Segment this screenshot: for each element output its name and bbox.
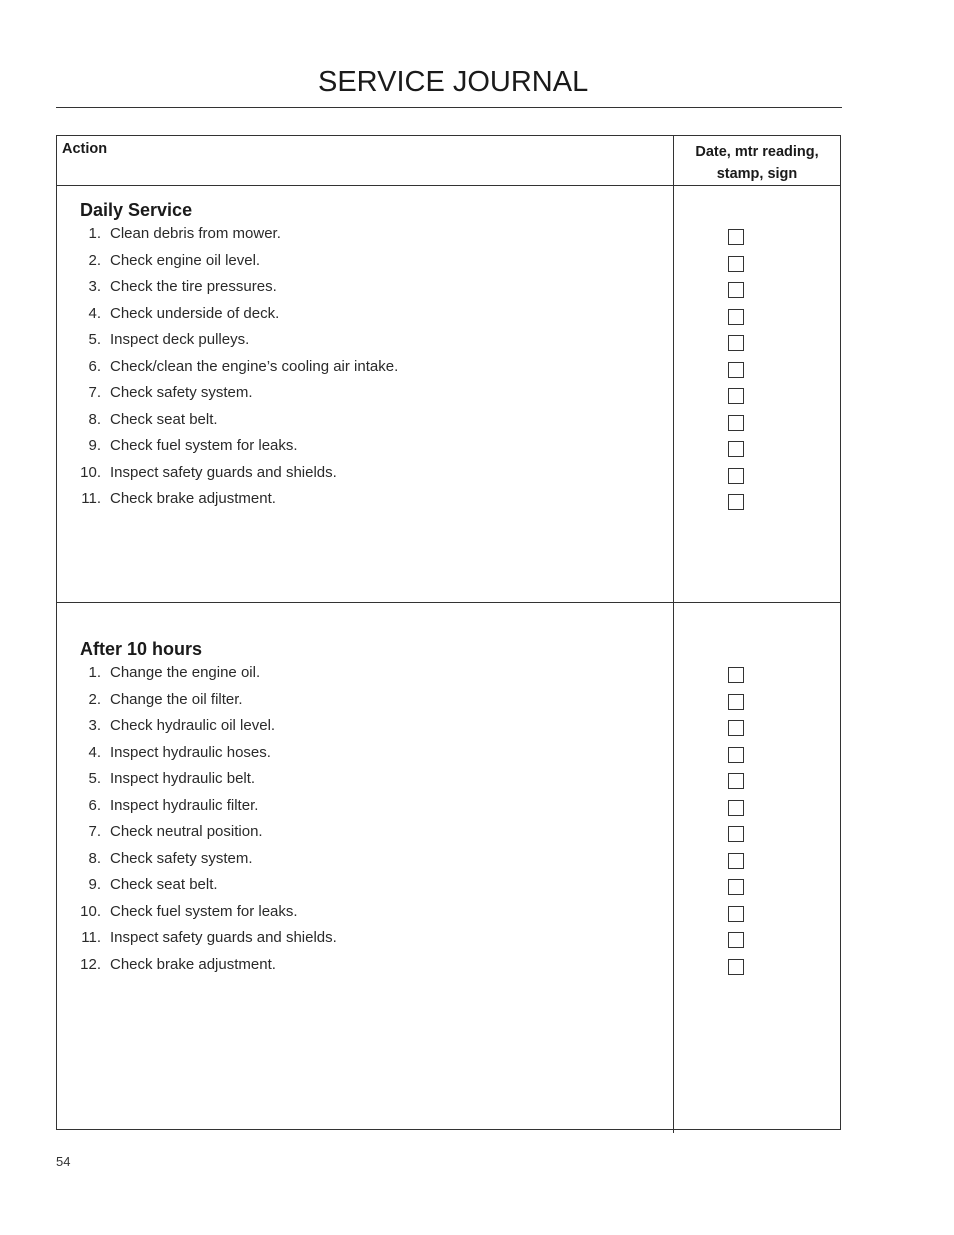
task-number: 1. — [88, 664, 101, 681]
task-text: Change the engine oil. — [110, 664, 261, 681]
task-checkbox[interactable] — [728, 494, 744, 510]
list-item — [57, 691, 667, 718]
list-item — [57, 823, 667, 850]
list-item — [57, 770, 667, 797]
task-number: 11. — [81, 490, 101, 507]
task-text: Check hydraulic oil level. — [110, 717, 276, 734]
list-item — [57, 876, 667, 903]
service-journal-table — [56, 135, 841, 1130]
task-number: 11. — [81, 929, 101, 946]
task-number: 9. — [88, 876, 101, 893]
task-text: Check underside of deck. — [110, 304, 280, 322]
task-checkbox[interactable] — [728, 388, 744, 404]
list-item — [57, 331, 667, 358]
task-text: Check fuel system for leaks. — [110, 902, 298, 920]
task-checkbox[interactable] — [728, 879, 744, 895]
task-checkbox[interactable] — [728, 667, 744, 683]
task-number: 8. — [88, 410, 101, 428]
task-checkbox[interactable] — [728, 441, 744, 457]
task-number: 9. — [88, 437, 101, 454]
task-number: 12. — [80, 955, 101, 973]
task-text: Check brake adjustment. — [110, 955, 276, 973]
task-number: 3. — [88, 717, 101, 734]
task-number: 5. — [88, 770, 101, 787]
task-number: 5. — [88, 331, 101, 348]
task-checkbox[interactable] — [728, 256, 744, 272]
list-item — [57, 664, 667, 691]
task-checkbox[interactable] — [728, 282, 744, 298]
header-date-stamp-sign — [674, 141, 840, 185]
task-text: Check the tire pressures. — [110, 278, 277, 295]
task-text: Check neutral position. — [110, 823, 263, 840]
task-checkbox[interactable] — [728, 906, 744, 922]
task-text: Check brake adjustment. — [110, 490, 276, 507]
task-number: 10. — [80, 463, 101, 481]
task-text: Check safety system. — [110, 849, 253, 867]
task-number: 6. — [88, 357, 101, 375]
section-heading-after-10-hours: After 10 hours — [80, 639, 203, 659]
list-item — [57, 384, 667, 411]
task-text: Clean debris from mower. — [110, 225, 281, 242]
list-item — [57, 717, 667, 744]
list-item — [57, 850, 667, 877]
task-text: Inspect hydraulic hoses. — [110, 743, 271, 761]
task-text: Inspect hydraulic filter. — [110, 796, 259, 814]
task-checkbox[interactable] — [728, 229, 744, 245]
task-text: Check/clean the engine’s cooling air intake. — [110, 357, 399, 375]
list-item — [57, 225, 667, 252]
page-title: SERVICE JOURNAL — [318, 66, 589, 98]
list-item — [57, 252, 667, 279]
task-checkbox[interactable] — [728, 335, 744, 351]
task-text: Inspect hydraulic belt. — [110, 770, 256, 787]
header-action: Action — [62, 141, 108, 157]
task-text: Change the oil filter. — [110, 690, 243, 708]
task-list-after-10-hours — [57, 664, 667, 982]
task-checkbox[interactable] — [728, 694, 744, 710]
list-item — [57, 437, 667, 464]
list-item — [57, 278, 667, 305]
task-text: Inspect deck pulleys. — [110, 331, 250, 348]
task-checkbox[interactable] — [728, 362, 744, 378]
task-number: 8. — [88, 849, 101, 867]
task-text: Check seat belt. — [110, 876, 218, 893]
list-item — [57, 490, 667, 517]
task-text: Inspect safety guards and shields. — [110, 929, 337, 946]
list-item — [57, 956, 667, 983]
task-checkbox[interactable] — [728, 415, 744, 431]
section-heading-daily-service: Daily Service — [80, 200, 193, 220]
list-item — [57, 797, 667, 824]
task-number: 1. — [88, 225, 101, 242]
task-checkbox[interactable] — [728, 747, 744, 763]
task-number: 2. — [88, 251, 101, 269]
task-checkbox[interactable] — [728, 773, 744, 789]
task-number: 2. — [88, 690, 101, 708]
task-number: 7. — [88, 823, 101, 840]
title-divider — [56, 107, 842, 108]
header-date-line2: stamp, sign — [716, 166, 798, 182]
task-text: Check engine oil level. — [110, 251, 261, 269]
task-number: 6. — [88, 796, 101, 814]
task-text: Check seat belt. — [110, 410, 218, 428]
list-item — [57, 411, 667, 438]
task-number: 3. — [88, 278, 101, 295]
task-checkbox[interactable] — [728, 800, 744, 816]
task-checkbox[interactable] — [728, 309, 744, 325]
checkbox-column-daily-service — [728, 229, 744, 521]
task-checkbox[interactable] — [728, 468, 744, 484]
list-item — [57, 744, 667, 771]
column-divider — [673, 136, 674, 1133]
list-item — [57, 929, 667, 956]
task-checkbox[interactable] — [728, 959, 744, 975]
header-row-divider — [57, 185, 840, 186]
task-number: 10. — [80, 902, 101, 920]
task-number: 7. — [88, 384, 101, 401]
task-checkbox[interactable] — [728, 720, 744, 736]
task-number: 4. — [88, 743, 101, 761]
task-list-daily-service — [57, 225, 667, 517]
task-checkbox[interactable] — [728, 826, 744, 842]
list-item — [57, 464, 667, 491]
section-row-divider — [57, 602, 840, 603]
task-number: 4. — [88, 304, 101, 322]
list-item — [57, 305, 667, 332]
task-checkbox[interactable] — [728, 853, 744, 869]
header-date-line1: Date, mtr reading, — [695, 144, 819, 160]
checkbox-column-after-10-hours — [728, 667, 744, 985]
task-text: Inspect safety guards and shields. — [110, 463, 337, 481]
task-checkbox[interactable] — [728, 932, 744, 948]
list-item — [57, 358, 667, 385]
task-text: Check safety system. — [110, 384, 253, 401]
task-text: Check fuel system for leaks. — [110, 437, 298, 454]
page-number: 54 — [56, 1154, 71, 1169]
list-item — [57, 903, 667, 930]
